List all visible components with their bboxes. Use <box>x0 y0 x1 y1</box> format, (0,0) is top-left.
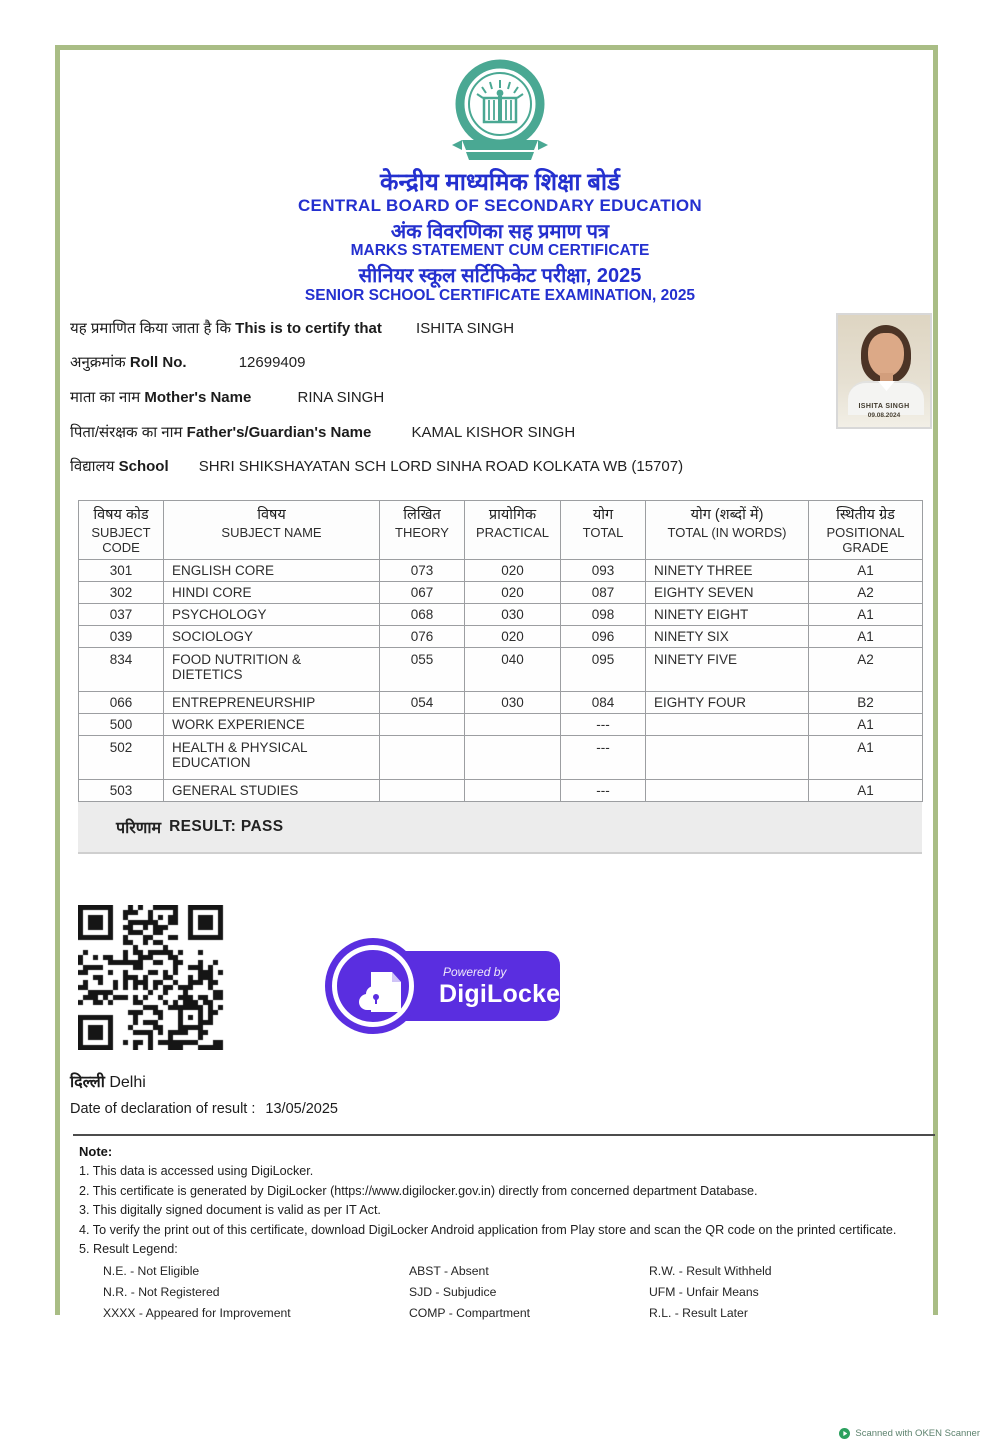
school-label-english: School <box>118 458 169 475</box>
cell-practical <box>465 736 561 780</box>
cell-theory: 073 <box>380 560 465 582</box>
org-name-english: CENTRAL BOARD OF SECONDARY EDUCATION <box>297 196 703 215</box>
declaration-row <box>70 1101 338 1117</box>
cell-grade: A1 <box>809 736 923 780</box>
cell-total: 096 <box>561 626 646 648</box>
cell-practical: 040 <box>465 648 561 692</box>
declaration-date: 13/05/2025 <box>265 1101 338 1117</box>
result-strip <box>78 802 922 854</box>
table-row <box>79 626 923 648</box>
cell-words: NINETY EIGHT <box>646 604 809 626</box>
cell-total: 093 <box>561 560 646 582</box>
roll-number: 12699409 <box>238 354 306 371</box>
cell-grade: A1 <box>809 780 923 802</box>
col-total: योग TOTAL <box>561 501 646 560</box>
cell-code: 834 <box>79 648 164 692</box>
cell-code: 301 <box>79 560 164 582</box>
cell-code: 502 <box>79 736 164 780</box>
cell-total: 095 <box>561 648 646 692</box>
cell-words <box>646 780 809 802</box>
cell-total: 084 <box>561 692 646 714</box>
col-subject-name: विषय SUBJECT NAME <box>164 501 380 560</box>
school-row <box>70 456 683 476</box>
cell-grade: A1 <box>809 714 923 736</box>
scanner-text: Scanned with OKEN Scanner <box>855 1428 980 1439</box>
digilocker-icon-ring <box>332 945 414 1027</box>
mother-label-hindi: माता का नाम <box>70 389 141 406</box>
cell-subject: SOCIOLOGY <box>164 626 380 648</box>
table-header-row <box>79 501 923 560</box>
result-label-hindi: परिणाम <box>116 820 162 837</box>
cell-words: EIGHTY FOUR <box>646 692 809 714</box>
cell-words: NINETY THREE <box>646 560 809 582</box>
legend-item: N.R. - Not Registered <box>103 1284 220 1299</box>
certify-label-hindi: यह प्रमाणित किया जाता है कि <box>70 320 231 337</box>
cell-total: 098 <box>561 604 646 626</box>
cell-code: 066 <box>79 692 164 714</box>
doc-title-english: MARKS STATEMENT CUM CERTIFICATE <box>350 242 650 259</box>
cell-practical: 020 <box>465 560 561 582</box>
legend-column-3 <box>649 1261 931 1324</box>
mother-row <box>70 387 384 407</box>
legend-item: R.L. - Result Later <box>649 1305 748 1320</box>
doc-title-hindi: अंक विवरणिका सह प्रमाण पत्र <box>390 221 610 243</box>
father-row <box>70 422 575 442</box>
photo-face <box>868 333 904 377</box>
cell-grade: A2 <box>809 582 923 604</box>
marks-table-section <box>78 500 922 854</box>
note-item: 1. This data is accessed using DigiLocker. <box>79 1164 314 1178</box>
student-name: ISHITA SINGH <box>416 320 515 337</box>
digilocker-badge <box>325 938 571 1034</box>
legend-item: N.E. - Not Eligible <box>103 1263 200 1278</box>
father-label-english: Father's/Guardian's Name <box>186 424 372 441</box>
cbse-logo-icon <box>442 56 558 164</box>
cell-theory: 055 <box>380 648 465 692</box>
cell-practical: 030 <box>465 692 561 714</box>
scanner-watermark <box>839 1428 980 1439</box>
certify-row <box>70 318 514 338</box>
father-label-hindi: पिता/संरक्षक का नाम <box>70 424 183 441</box>
col-practical: प्रायोगिक PRACTICAL <box>465 501 561 560</box>
cell-grade: A1 <box>809 604 923 626</box>
table-row <box>79 692 923 714</box>
cell-theory: 068 <box>380 604 465 626</box>
cell-practical: 030 <box>465 604 561 626</box>
table-row <box>79 560 923 582</box>
cell-practical: 020 <box>465 626 561 648</box>
result-legend <box>79 1261 931 1324</box>
cell-subject: HEALTH & PHYSICAL EDUCATION <box>164 736 380 780</box>
mother-name: RINA SINGH <box>297 389 385 406</box>
legend-item: SJD - Subjudice <box>409 1284 497 1299</box>
cell-total: --- <box>561 736 646 780</box>
digilocker-icon <box>325 938 421 1034</box>
cell-theory: 076 <box>380 626 465 648</box>
cell-total: --- <box>561 714 646 736</box>
cell-grade: A1 <box>809 560 923 582</box>
col-positional-grade: स्थितीय ग्रेड POSITIONAL GRADE <box>809 501 923 560</box>
roll-label-hindi: अनुक्रमांक <box>70 354 126 371</box>
cell-theory <box>380 780 465 802</box>
cell-subject: GENERAL STUDIES <box>164 780 380 802</box>
cell-code: 039 <box>79 626 164 648</box>
declaration-label: Date of declaration of result : <box>70 1101 256 1117</box>
cell-grade: A2 <box>809 648 923 692</box>
cell-words: NINETY SIX <box>646 626 809 648</box>
cell-code: 503 <box>79 780 164 802</box>
school-label-hindi: विद्यालय <box>70 458 115 475</box>
cell-subject: ENGLISH CORE <box>164 560 380 582</box>
cell-theory <box>380 714 465 736</box>
legend-item: ABST - Absent <box>409 1263 489 1278</box>
cell-theory: 054 <box>380 692 465 714</box>
note-legend-title: 5. Result Legend: <box>79 1242 178 1256</box>
cell-code: 500 <box>79 714 164 736</box>
cell-practical: 020 <box>465 582 561 604</box>
legend-item: COMP - Compartment <box>409 1305 530 1320</box>
table-row <box>79 736 923 780</box>
legend-item: XXXX - Appeared for Improvement <box>103 1305 291 1320</box>
cell-subject: FOOD NUTRITION & DIETETICS <box>164 648 380 692</box>
cell-grade: B2 <box>809 692 923 714</box>
student-photo <box>836 313 932 429</box>
note-item: 4. To verify the print out of this certificate, download DigiLocker Android application from Play store and scan the QR code on the printed certificate. <box>79 1222 897 1237</box>
place-hindi: दिल्ली <box>70 1074 105 1091</box>
exam-title-english: SENIOR SCHOOL CERTIFICATE EXAMINATION, 2025 <box>304 287 696 304</box>
cell-practical <box>465 780 561 802</box>
marks-table <box>78 500 923 802</box>
note-item: 2. This certificate is generated by DigiLocker (https://www.digilocker.gov.in) directly from concerned department Database. <box>79 1183 758 1198</box>
cell-words: NINETY FIVE <box>646 648 809 692</box>
table-row <box>79 780 923 802</box>
qr-code <box>78 905 228 1050</box>
roll-label-english: Roll No. <box>129 354 187 371</box>
note-section <box>73 1134 935 1324</box>
cell-subject: WORK EXPERIENCE <box>164 714 380 736</box>
father-name: KAMAL KISHOR SINGH <box>411 424 576 441</box>
roll-row <box>70 352 305 372</box>
table-row <box>79 714 923 736</box>
col-theory: लिखित THEORY <box>380 501 465 560</box>
cell-theory: 067 <box>380 582 465 604</box>
legend-item: UFM - Unfair Means <box>649 1284 759 1299</box>
oken-scanner-icon <box>839 1428 850 1439</box>
cell-grade: A1 <box>809 626 923 648</box>
cell-practical <box>465 714 561 736</box>
cell-code: 037 <box>79 604 164 626</box>
cell-words <box>646 736 809 780</box>
note-item: 3. This digitally signed document is valid as per IT Act. <box>79 1203 381 1217</box>
note-title: Note: <box>79 1144 113 1159</box>
cell-total: --- <box>561 780 646 802</box>
result-value: RESULT: PASS <box>169 818 284 835</box>
exam-title-hindi: सीनियर स्कूल सर्टिफिकेट परीक्षा, 2025 <box>358 265 642 287</box>
col-subject-code: विषय कोड SUBJECT CODE <box>79 501 164 560</box>
cell-subject: ENTREPRENEURSHIP <box>164 692 380 714</box>
photo-caption-date: 09.08.2024 <box>867 412 901 419</box>
table-row <box>79 604 923 626</box>
cell-total: 087 <box>561 582 646 604</box>
legend-column-2 <box>409 1261 649 1324</box>
powered-by-label: Powered by <box>443 965 507 979</box>
cell-theory <box>380 736 465 780</box>
cell-code: 302 <box>79 582 164 604</box>
cell-words <box>646 714 809 736</box>
cell-words: EIGHTY SEVEN <box>646 582 809 604</box>
certify-label-english: This is to certify that <box>235 320 382 337</box>
cell-subject: PSYCHOLOGY <box>164 604 380 626</box>
org-name-hindi: केन्द्रीय माध्यमिक शिक्षा बोर्ड <box>380 169 620 196</box>
mother-label-english: Mother's Name <box>144 389 252 406</box>
photo-caption-name: ISHITA SINGH <box>858 403 910 410</box>
place-english: Delhi <box>109 1074 146 1091</box>
digilocker-brand: DigiLocker <box>439 980 571 1008</box>
col-total-words: योग (शब्दों में) TOTAL (IN WORDS) <box>646 501 809 560</box>
lock-icon <box>373 994 379 1000</box>
place-row <box>70 1070 146 1092</box>
cell-subject: HINDI CORE <box>164 582 380 604</box>
table-row <box>79 648 923 692</box>
legend-column-1 <box>79 1261 409 1324</box>
table-row <box>79 582 923 604</box>
legend-item: R.W. - Result Withheld <box>649 1263 772 1278</box>
school-name: SHRI SHIKSHAYATAN SCH LORD SINHA ROAD KOLKATA WB (15707) <box>198 458 684 475</box>
